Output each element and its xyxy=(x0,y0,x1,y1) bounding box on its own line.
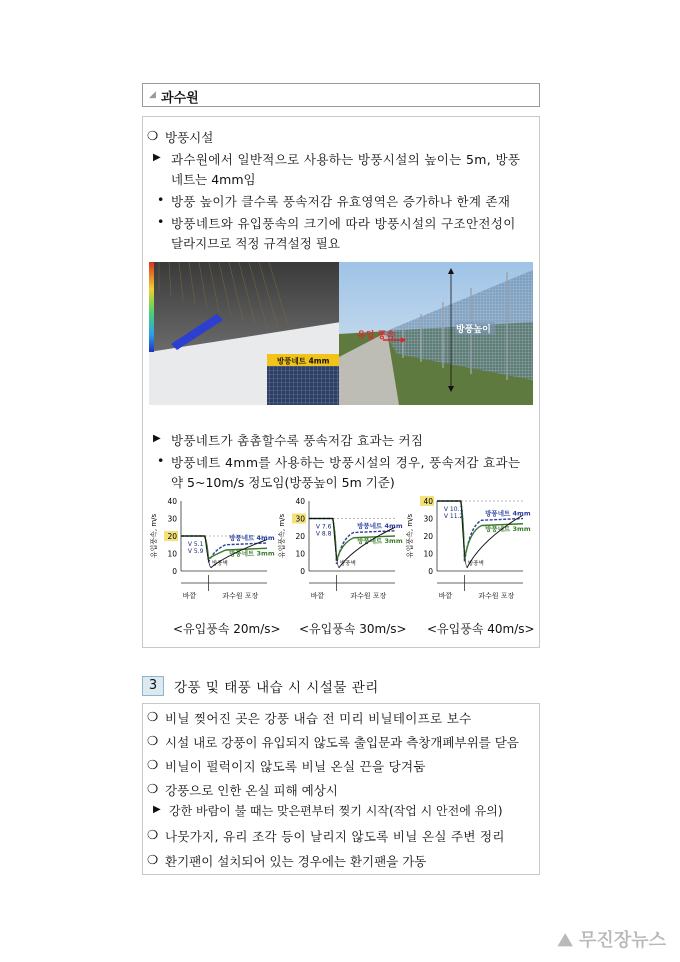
chart-series-label: 방풍네트 4mm xyxy=(229,534,275,542)
chart-xlabel-outside: 바깥 xyxy=(438,592,453,600)
section-header xyxy=(142,83,540,107)
orchard-content-box xyxy=(142,116,540,648)
simulation-image xyxy=(149,262,341,405)
circle-bullet-icon: ❍ xyxy=(147,757,159,772)
chart-wall-label: 방풍벽 xyxy=(339,561,356,567)
corner-mark-icon: ◢ xyxy=(149,90,156,100)
chart-tick-label: 30 xyxy=(423,514,433,524)
triangle-bullet-icon: ▶ xyxy=(153,433,161,444)
simulation-graphic xyxy=(149,262,341,405)
chart-annotation: V 10.1 xyxy=(443,506,464,513)
chart-series-label: 방풍네트 3mm xyxy=(229,549,275,558)
paragraph-3a: 방풍네트와 유입풍속의 크기에 따라 방풍시설의 구조안전성이 xyxy=(171,216,516,231)
dot-bullet-icon: • xyxy=(157,192,165,207)
paragraph-1a: 과수원에서 일반적으로 사용하는 방풍시설의 높이는 5m, 방풍 xyxy=(171,152,521,167)
photo-label-inflow: 유입 풍속 xyxy=(357,331,395,341)
chart-xlabel-orchard: 과수원 포장 xyxy=(222,592,259,600)
circle-bullet-icon: ❍ xyxy=(147,827,159,842)
paragraph-5b: 약 5~10m/s 정도임(방풍높이 5m 기준) xyxy=(171,475,395,490)
item-2: 시설 내로 강풍이 유입되지 않도록 출입문과 측창개폐부위를 닫음 xyxy=(165,735,519,750)
chart-tick-label: 0 xyxy=(300,567,305,576)
section-number: 3 xyxy=(142,676,164,696)
chart-annotation: V 7.6 xyxy=(315,523,332,531)
chart-tick-label: 0 xyxy=(428,567,433,576)
chart-tick-label: 20 xyxy=(295,532,305,541)
chart-wall-label: 방풍벽 xyxy=(211,561,228,567)
paragraph-2: 방풍 높이가 클수록 풍속저감 유효영역은 증가하나 한계 존재 xyxy=(171,194,511,209)
chart-tick-label: 30 xyxy=(295,514,305,524)
item-1: 비닐 찢어진 곳은 강풍 내습 전 미리 비닐테이프로 보수 xyxy=(165,711,472,726)
paragraph-1b: 네트는 4mm임 xyxy=(171,172,256,187)
chart-tick-label: 30 xyxy=(167,514,177,524)
section-title: 강풍 및 태풍 내습 시 시설물 관리 xyxy=(174,680,379,696)
chart-wall-label: 방풍벽 xyxy=(467,561,484,567)
watermark-text: 무진장뉴스 xyxy=(579,930,666,951)
chart-ylabel: 유입풍속, m/s xyxy=(278,513,286,559)
chart-caption-30: <유입풍속 30m/s> xyxy=(299,622,407,636)
windbreak-photo-graphic xyxy=(339,262,533,405)
circle-bullet-icon: ❍ xyxy=(147,128,159,143)
chart-tick-label: 40 xyxy=(167,497,177,506)
circle-bullet-icon: ❍ xyxy=(147,852,159,867)
dot-bullet-icon: • xyxy=(157,453,165,468)
sim-label-text: 방풍네트 4mm xyxy=(277,356,330,366)
chart-series-label: 방풍네트 3mm xyxy=(485,524,531,533)
chart-xlabel-orchard: 과수원 포장 xyxy=(350,592,387,600)
chart-tick-label: 10 xyxy=(423,549,433,559)
chart-annotation: V 8.8 xyxy=(315,530,332,538)
chart-series-label: 방풍네트 4mm xyxy=(357,521,403,530)
chart-ylabel: 유입풍속, m/s xyxy=(150,513,158,559)
chart-tick-label: 10 xyxy=(167,549,177,559)
item-4: 강풍으로 인한 온실 피해 예상시 xyxy=(165,783,338,798)
watermark-logo-icon: ⛰ xyxy=(557,930,573,951)
dot-bullet-icon: • xyxy=(157,214,165,229)
section-header-title: 과수원 xyxy=(161,91,199,106)
paragraph-3b: 달라지므로 적정 규격설정 필요 xyxy=(171,236,340,251)
chart-tick-label: 10 xyxy=(295,549,305,559)
chart-series-label: 방풍네트 4mm xyxy=(485,509,531,518)
facility-management-box xyxy=(142,703,540,875)
paragraph-4: 방풍네트가 촘촘할수록 풍속저감 효과는 커짐 xyxy=(171,433,424,448)
item-3: 비닐이 펄럭이지 않도록 비닐 온실 끈을 당겨둠 xyxy=(165,759,426,774)
chart-caption-20: <유입풍속 20m/s> xyxy=(173,622,281,636)
chart-tick-label: 20 xyxy=(423,532,433,541)
watermark xyxy=(558,926,666,952)
chart-caption-40: <유입풍속 40m/s> xyxy=(427,622,535,636)
chart-annotation: V 5.1 xyxy=(187,541,204,548)
chart-annotation: V 11.2 xyxy=(443,513,464,520)
chart-tick-label: 20 xyxy=(167,532,177,541)
chart-xlabel-outside: 바깥 xyxy=(310,592,325,600)
chart-xlabel-orchard: 과수원 포장 xyxy=(478,592,515,600)
wind-speed-charts xyxy=(143,493,539,609)
item-7: 환기팬이 설치되어 있는 경우에는 환기팬을 가동 xyxy=(165,854,427,869)
photo-label-height: 방풍높이 xyxy=(456,325,491,335)
triangle-bullet-icon: ▶ xyxy=(153,152,161,163)
chart-xlabel-outside: 바깥 xyxy=(182,592,197,600)
circle-bullet-icon: ❍ xyxy=(147,709,159,724)
chart-tick-label: 40 xyxy=(423,497,433,506)
chart-series-label: 방풍네트 3mm xyxy=(357,537,403,545)
chart-ylabel: 유입풍속, m/s xyxy=(406,513,414,559)
item-5: 강한 바람이 불 때는 맞은편부터 찢기 시작(작업 시 안전에 유의) xyxy=(169,804,503,818)
paragraph-5a: 방풍네트 4mm를 사용하는 방풍시설의 경우, 풍속저감 효과는 xyxy=(171,455,521,470)
windbreak-photo xyxy=(339,262,533,405)
circle-bullet-icon: ❍ xyxy=(147,733,159,748)
triangle-bullet-icon: ▶ xyxy=(153,804,161,815)
windbreak-heading: 방풍시설 xyxy=(165,130,214,145)
chart-annotation: V 5.9 xyxy=(187,548,204,555)
item-6: 나뭇가지, 유리 조각 등이 날리지 않도록 비닐 온실 주변 정리 xyxy=(165,829,505,844)
chart-tick-label: 40 xyxy=(295,497,305,506)
chart-tick-label: 0 xyxy=(172,567,177,576)
circle-bullet-icon: ❍ xyxy=(147,781,159,796)
